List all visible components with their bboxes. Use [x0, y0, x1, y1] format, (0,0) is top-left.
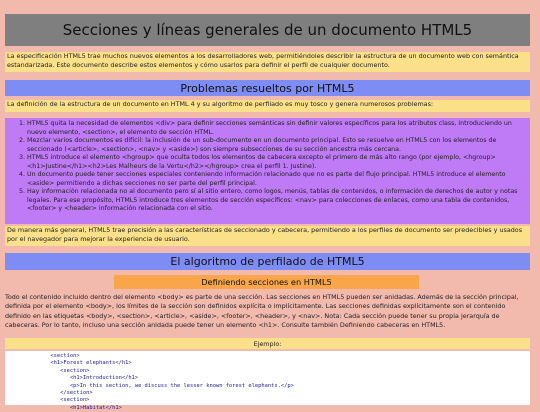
- code-line: <section>: [5, 353, 80, 359]
- code-line: </section>: [5, 390, 93, 397]
- algorithm-body: Todo el contenido incluido dentro del elemento <body> es parte de una sección. Las secciones en HTML5 pueden ser anidadas. Además de la sección principal, definida por el elemento <body>, los límites de la sección son definidos explícita o implícitamente. Las secciones definidas explícitamente son el contenido definido en las etiquetas <body>, <section>, <article>, <aside>, <footer>, <header>, y <nav>. Nota: Cada sección puede tener su propia jerarquía de cabeceras. Por lo tanto, incluso una sección anidada puede tener un elemento <h1>. Consulte también Definiendo cabeceras en HTML5.: [5, 293, 519, 330]
- problems-heading: Problemas resueltos por HTML5: [180, 81, 355, 95]
- list-item: 1. HTML5 quita la necesidad de elementos <div> para definir secciones semánticas sin definir valores específicos para los atributos class, introduciendo un nuevo elemento, <section>, el elemento de sección HTML.: [27, 120, 524, 137]
- code-line: <h1>Introduction</h1>: [5, 375, 139, 382]
- problems-lead: La definición de la estructura de un documento en HTML 4 y su algoritmo de perfilado es muy tosco y genera numerosos problemas:: [5, 100, 530, 112]
- list-item: 2. Mezclar varios documentos es difícil: la inclusión de un sub-documento en un documento principal. Esto se resuelve en HTML5 con los elementos de seccionado (<article>, <section>, <nav> y <aside>) son siempre subsecciones de su sección ancestra más cercana.: [27, 137, 524, 154]
- algorithm-heading: El algoritmo de perfilado de HTML5: [170, 255, 365, 268]
- list-item: 5. Hay información relacionada no al documento pero sí al sitio entero, como logos, menús, tablas de contenidos, o información de derechos de autor y notas legales. Para ese propósito, HTML5 introduce tres elementos de sección específicos: <nav> para colecciones de enlaces, como una tabla de contenidos, <footer> y <header> información relacionada con el sitio.: [27, 188, 524, 214]
- code-line: <section>: [5, 397, 90, 404]
- subheading: Definiendo secciones en HTML5: [201, 277, 332, 287]
- page-title: Secciones y líneas generales de un documento HTML5: [62, 21, 473, 39]
- code-example: [5, 351, 530, 411]
- problems-list-box: [5, 118, 530, 224]
- subheading-bar: [114, 275, 419, 289]
- code-block: [5, 351, 530, 412]
- example-label: Ejemplo:: [5, 338, 530, 349]
- problems-heading-bar: [5, 80, 530, 96]
- algorithm-heading-bar: [5, 253, 530, 270]
- code-line: <h1>Habitat</h1>: [5, 404, 122, 411]
- problems-summary: De manera más general, HTML5 trae precisión a las características de seccionado y cabecera, permitiendo a los perfiles de documento ser predecibles y usados por el navegador para mejorar la experiencia de usuario.: [5, 226, 530, 246]
- code-line: <h1>Forest elephants</h1>: [5, 360, 132, 367]
- problems-list: [5, 118, 524, 214]
- list-item: 4. Un documento puede tener secciones especiales conteniendo información relacionado que no es parte del flujo principal. HTML5 introduce el elemento <aside> permitiendo a dichas secciones no ser parte del perfil principal.: [27, 171, 524, 188]
- code-line: <p>In this section, we discuss the lesser known forest elephants.</p>: [5, 382, 294, 389]
- intro-paragraph: La especificación HTML5 trae muchos nuevos elementos a los desarrolladores web, permitiéndoles describir la estructura de un documento web con semántica estandarizada. Este documento describe estos elementos y cómo usarlos para definir el perfil de cualquier documento.: [5, 52, 530, 72]
- code-line: <section>: [5, 367, 90, 374]
- list-item: 3. HTML5 introduce el elemento <hgroup> que oculta todos los elementos de cabecera excepto el primero de más alto rango (por ejemplo, <hgroup><h1>Justine</h1><h2>Les Malheurs de la Vertu</h2></hgroup> crea el perfil 1. Justine).: [27, 154, 524, 171]
- page-title-bar: [5, 14, 530, 46]
